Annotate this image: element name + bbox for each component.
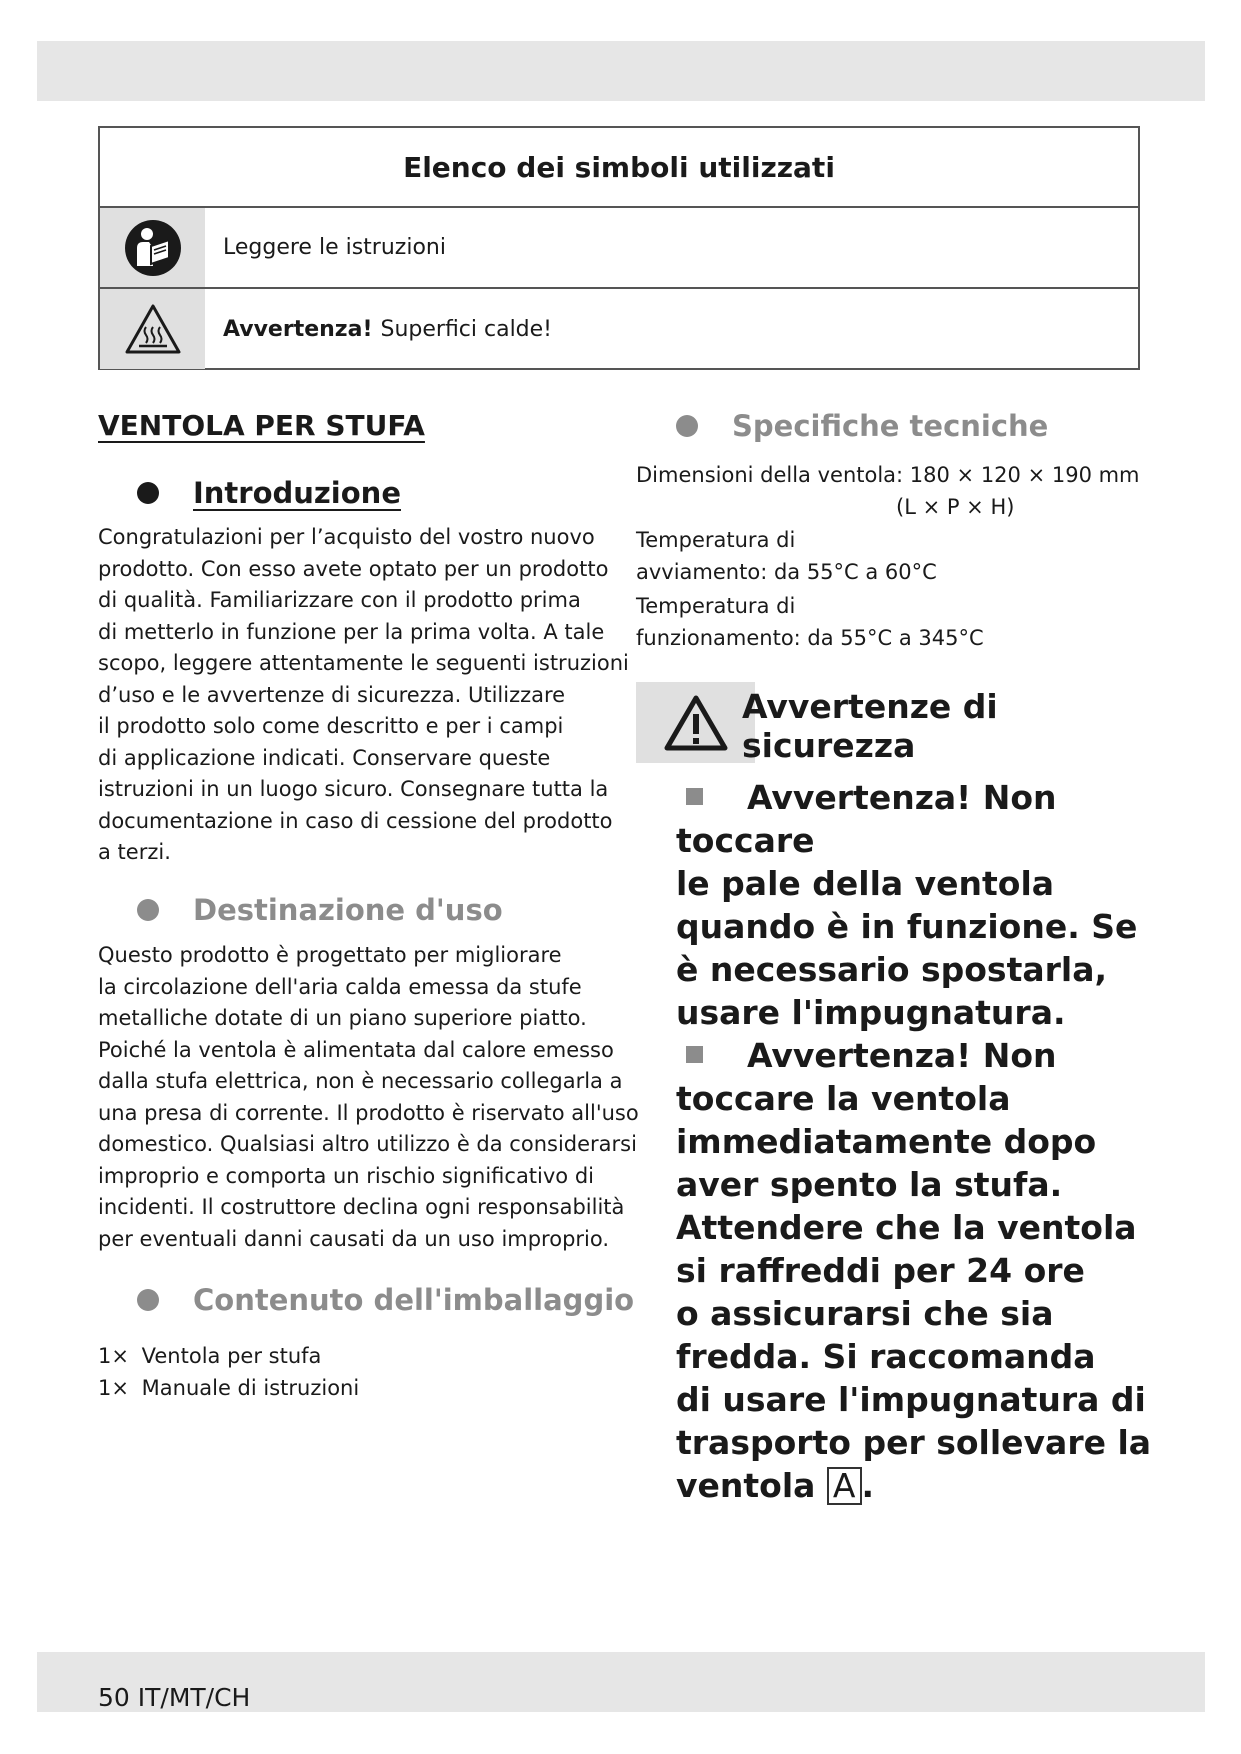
list-item <box>98 1373 359 1405</box>
text-line: Questo prodotto è progettato per migliorare <box>98 943 562 967</box>
figure-ref-label: A <box>827 1467 862 1505</box>
text-line: improprio e comporta un rischio significativo di <box>98 1163 594 1188</box>
text-line: di metterlo in funzione per la prima volta. A tale <box>98 619 605 644</box>
safety-title-line: sicurezza <box>742 726 916 765</box>
text-line: documentazione in caso di cessione del prodotto <box>98 808 613 833</box>
page-number: 50 IT/MT/CH <box>98 1683 251 1712</box>
symbol-row-hot-surface <box>100 289 1138 369</box>
spec-dimensions-sub: (L × P × H) <box>896 495 1015 519</box>
square-bullet-icon <box>686 1046 703 1063</box>
text-line: Avvertenza! Non toccare <box>676 778 1057 860</box>
text-line <box>676 1464 1206 1507</box>
intro-heading <box>137 476 401 510</box>
text-line: fredda. Si raccomanda <box>676 1337 1096 1376</box>
intro-paragraph <box>98 522 629 869</box>
symbol-row-bold: Avvertenza! <box>223 316 373 342</box>
spec-start-label: Temperatura di <box>636 528 796 552</box>
text-line: il prodotto solo come descritto e per i campi <box>98 714 564 738</box>
end-punctuation: . <box>861 1466 875 1505</box>
intro-heading-text: Introduzione <box>193 476 401 510</box>
section-title: VENTOLA PER STUFA <box>98 409 425 442</box>
symbol-row-label: Leggere le istruzioni <box>223 235 446 260</box>
text-line: Avvertenza! Non <box>747 1036 1057 1075</box>
symbol-row-read-manual <box>100 208 1138 289</box>
warning-item-2 <box>676 1034 1206 1507</box>
use-heading <box>137 893 503 927</box>
bullet-icon <box>137 899 159 921</box>
symbols-table <box>98 126 1140 370</box>
text-line: metalliche dotate di un piano superiore piatto. <box>98 1006 587 1030</box>
warning-item-1 <box>676 776 1206 1034</box>
text-line: trasporto per sollevare la <box>676 1423 1152 1462</box>
item-name: Manuale di istruzioni <box>141 1375 360 1400</box>
contents-heading-text: Contenuto dell'imballaggio <box>193 1283 635 1317</box>
text-line: di qualità. Familiarizzare con il prodotto prima <box>98 588 581 612</box>
text-line: d’uso e le avvertenze di sicurezza. Utilizzare <box>98 682 566 707</box>
spec-run-label: Temperatura di <box>636 594 796 618</box>
text-line: scopo, leggere attentamente le seguenti istruzioni <box>98 651 629 675</box>
text-line: a terzi. <box>98 840 171 864</box>
text-line: prodotto. Con esso avete optato per un prodotto <box>98 556 609 581</box>
text-line: è necessario spostarla, <box>676 950 1107 989</box>
use-heading-text: Destinazione d'uso <box>193 893 503 927</box>
symbol-row-label: Superfici calde! <box>380 316 553 342</box>
text-line: si raffreddi per 24 ore <box>676 1251 1085 1290</box>
spec-heading <box>676 409 1048 443</box>
use-paragraph <box>98 940 639 1255</box>
safety-title-line: Avvertenze di <box>742 687 998 726</box>
symbol-row-text <box>205 289 552 369</box>
text-line: una presa di corrente. Il prodotto è riservato all'uso <box>98 1100 639 1125</box>
spec-heading-text: Specifiche tecniche <box>732 409 1049 443</box>
text-line: Poiché la ventola è alimentata dal calore emesso <box>98 1037 614 1062</box>
safety-title <box>742 687 998 765</box>
spec-run-value: funzionamento: da 55°C a 345°C <box>636 626 984 650</box>
text-line: Congratulazioni per l’acquisto del vostro nuovo <box>98 525 595 549</box>
spec-dimensions: Dimensioni della ventola: 180 × 120 × 190 mm <box>636 463 1140 487</box>
bullet-icon <box>137 482 159 504</box>
text-line: domestico. Qualsiasi altro utilizzo è da considerarsi <box>98 1132 637 1156</box>
symbols-table-title: Elenco dei simboli utilizzati <box>100 128 1138 208</box>
text-line: o assicurarsi che sia <box>676 1294 1054 1333</box>
warning-triangle-icon <box>636 682 755 763</box>
text-line: toccare la ventola <box>676 1079 1011 1118</box>
header-bar <box>37 41 1205 101</box>
text-line: usare l'impugnatura. <box>676 993 1066 1032</box>
last-word: ventola <box>676 1466 816 1505</box>
text-line: di usare l'impugnatura di <box>676 1380 1146 1419</box>
read-manual-icon <box>100 208 205 287</box>
item-name: Ventola per stufa <box>141 1344 322 1368</box>
symbol-row-text <box>205 208 446 287</box>
text-line: istruzioni in un luogo sicuro. Consegnare tutta la <box>98 777 609 801</box>
text-line: immediatamente dopo <box>676 1122 1097 1161</box>
item-qty: 1× <box>98 1375 129 1400</box>
contents-heading <box>137 1283 634 1317</box>
text-line: le pale della ventola <box>676 864 1055 903</box>
text-line: dalla stufa elettrica, non è necessario collegarla a <box>98 1069 623 1093</box>
text-line: di applicazione indicati. Conservare queste <box>98 745 551 770</box>
spec-start-value: avviamento: da 55°C a 60°C <box>636 560 937 584</box>
item-qty: 1× <box>98 1344 129 1368</box>
text-line: quando è in funzione. Se <box>676 907 1138 946</box>
text-line: per eventuali danni causati da un uso improprio. <box>98 1226 610 1251</box>
square-bullet-icon <box>686 788 703 805</box>
safety-warnings <box>676 776 1206 1507</box>
list-item <box>98 1341 359 1373</box>
contents-list <box>98 1341 359 1404</box>
bullet-icon <box>137 1289 159 1311</box>
text-line: Attendere che la ventola <box>676 1208 1137 1247</box>
text-line: la circolazione dell'aria calda emessa da stufe <box>98 974 582 999</box>
bullet-icon <box>676 415 698 437</box>
text-line: aver spento la stufa. <box>676 1165 1063 1204</box>
hot-surface-icon <box>100 289 205 369</box>
text-line: incidenti. Il costruttore declina ogni responsabilità <box>98 1195 625 1219</box>
